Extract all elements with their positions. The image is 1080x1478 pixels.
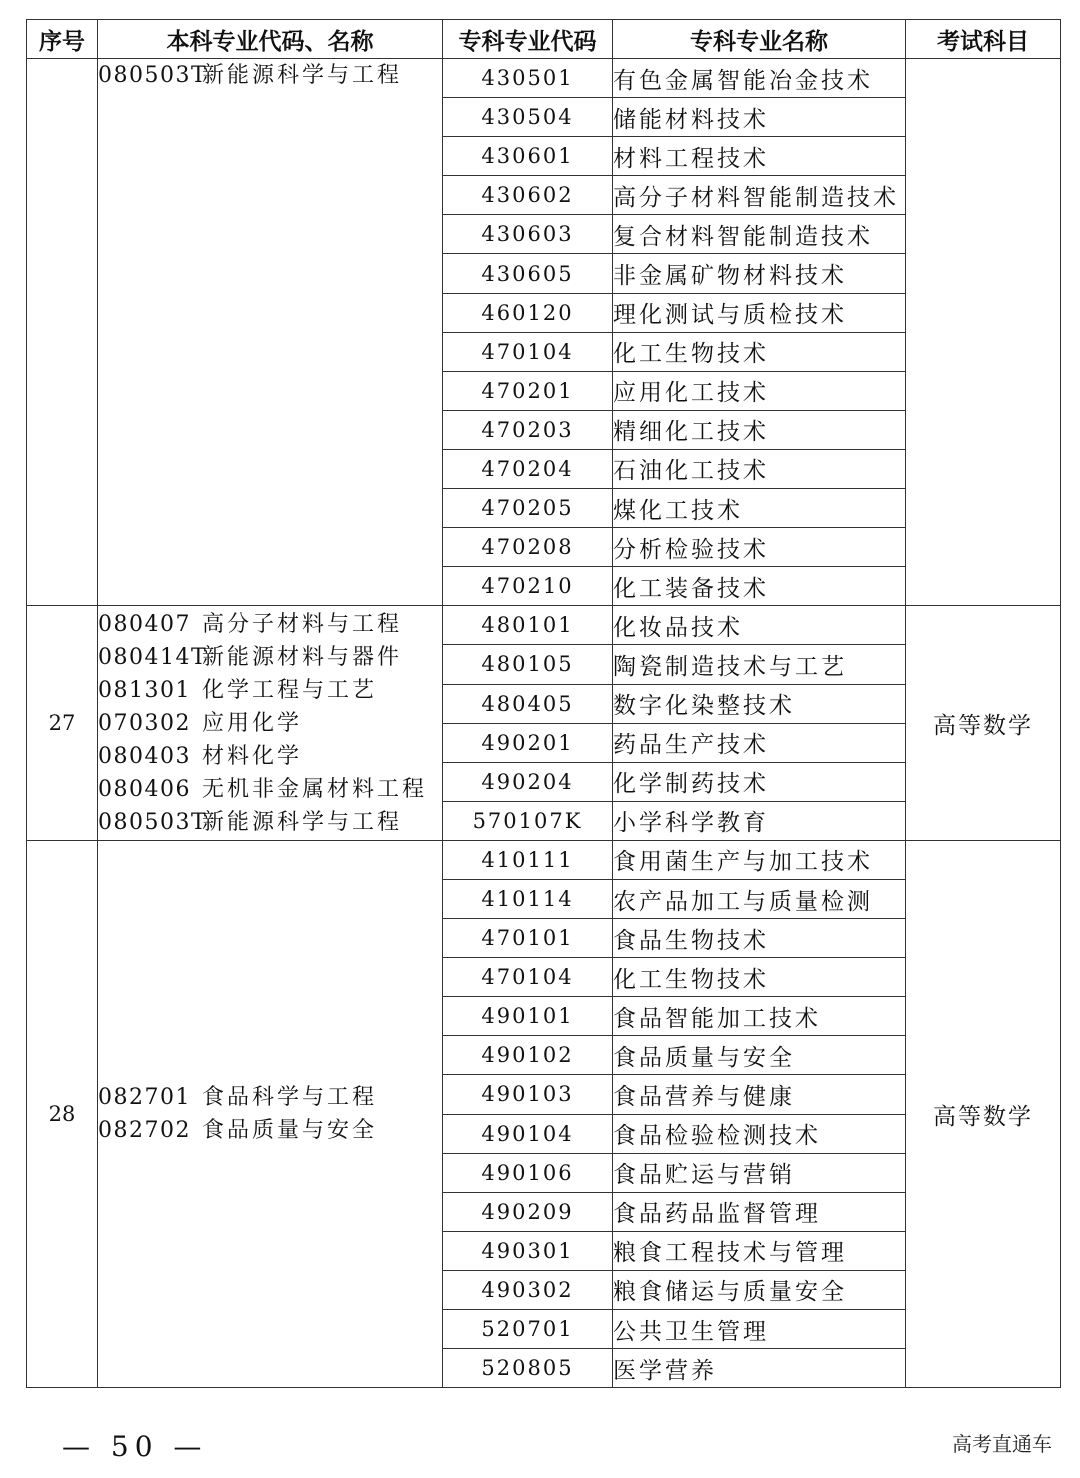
undergrad-major xyxy=(98,641,442,674)
major-code-cell: 490106 xyxy=(443,1153,613,1192)
undergrad-major xyxy=(98,740,442,773)
major-name-cell: 食品药品监督管理 xyxy=(613,1192,906,1231)
major-code-cell: 480101 xyxy=(443,606,613,645)
undergrad-major xyxy=(98,773,442,806)
seq-cell: 28 xyxy=(27,840,98,1387)
majors-table xyxy=(26,19,1061,1388)
undergrad-major xyxy=(98,1114,442,1147)
undergrad-cell xyxy=(98,59,443,606)
major-code-cell: 490209 xyxy=(443,1192,613,1231)
seq-cell: 27 xyxy=(27,606,98,841)
major-name-cell: 精细化工技术 xyxy=(613,410,906,449)
major-name-cell: 材料工程技术 xyxy=(613,137,906,176)
major-code-cell: 470205 xyxy=(443,489,613,528)
major-name-cell: 化工生物技术 xyxy=(613,958,906,997)
undergrad-code: 080403 xyxy=(98,743,191,769)
major-name-cell: 食品贮运与营销 xyxy=(613,1153,906,1192)
major-code-cell: 480405 xyxy=(443,684,613,723)
major-code-cell: 470104 xyxy=(443,332,613,371)
table-body xyxy=(27,59,1061,1388)
watermark: 高考直通车 xyxy=(952,1432,1052,1456)
undergrad-code: 080407 xyxy=(98,611,191,637)
major-code-cell: 410111 xyxy=(443,840,613,879)
undergrad-major xyxy=(98,59,442,92)
major-code-cell: 490201 xyxy=(443,723,613,762)
undergrad-name: 材料化学 xyxy=(202,743,303,769)
major-code-cell: 480105 xyxy=(443,645,613,684)
undergrad-cell xyxy=(98,606,443,841)
major-code-cell: 460120 xyxy=(443,293,613,332)
undergrad-name: 新能源科学与工程 xyxy=(202,63,403,88)
major-name-cell: 储能材料技术 xyxy=(613,98,906,137)
table-row xyxy=(27,606,1061,645)
major-code-cell: 470210 xyxy=(443,567,613,606)
major-name-cell: 化妆品技术 xyxy=(613,606,906,645)
undergrad-major xyxy=(98,1081,442,1114)
major-code-cell: 470101 xyxy=(443,919,613,958)
undergrad-code: 082702 xyxy=(98,1118,191,1144)
undergrad-name: 高分子材料与工程 xyxy=(202,611,403,637)
exam-subject-cell: 高等数学 xyxy=(906,840,1061,1387)
major-name-cell: 分析检验技术 xyxy=(613,528,906,567)
exam-subject-cell xyxy=(906,59,1061,606)
major-code-cell: 490104 xyxy=(443,1114,613,1153)
major-code-cell: 490302 xyxy=(443,1270,613,1309)
undergrad-major xyxy=(98,806,442,839)
major-code-cell: 490204 xyxy=(443,762,613,801)
undergrad-code: 080503T xyxy=(98,809,208,835)
major-code-cell: 410114 xyxy=(443,879,613,918)
major-name-cell: 应用化工技术 xyxy=(613,371,906,410)
header-seq: 序号 xyxy=(27,20,98,59)
undergrad-code: 082701 xyxy=(98,1085,191,1111)
major-name-cell: 化学制药技术 xyxy=(613,762,906,801)
table-row xyxy=(27,59,1061,98)
major-name-cell: 化工装备技术 xyxy=(613,567,906,606)
major-code-cell: 570107K xyxy=(443,801,613,840)
major-name-cell: 医学营养 xyxy=(613,1349,906,1388)
major-code-cell: 430603 xyxy=(443,215,613,254)
major-code-cell: 430501 xyxy=(443,59,613,98)
undergrad-code: 080406 xyxy=(98,776,191,802)
major-code-cell: 430602 xyxy=(443,176,613,215)
undergrad-code: 070302 xyxy=(98,710,191,736)
major-name-cell: 高分子材料智能制造技术 xyxy=(613,176,906,215)
major-name-cell: 化工生物技术 xyxy=(613,332,906,371)
undergrad-code: 080414T xyxy=(98,644,208,670)
major-code-cell: 490103 xyxy=(443,1075,613,1114)
undergrad-name: 无机非金属材料工程 xyxy=(202,776,428,802)
major-code-cell: 490102 xyxy=(443,1036,613,1075)
major-name-cell: 粮食储运与质量安全 xyxy=(613,1270,906,1309)
major-code-cell: 490101 xyxy=(443,997,613,1036)
undergrad-name: 新能源科学与工程 xyxy=(202,809,403,835)
major-name-cell: 农产品加工与质量检测 xyxy=(613,879,906,918)
undergrad-code: 081301 xyxy=(98,677,191,703)
major-name-cell: 食品营养与健康 xyxy=(613,1075,906,1114)
major-name-cell: 药品生产技术 xyxy=(613,723,906,762)
major-code-cell: 470104 xyxy=(443,958,613,997)
major-code-cell: 470201 xyxy=(443,371,613,410)
undergrad-name: 应用化学 xyxy=(202,710,303,736)
major-name-cell: 理化测试与质检技术 xyxy=(613,293,906,332)
major-code-cell: 520701 xyxy=(443,1310,613,1349)
major-code-cell: 430504 xyxy=(443,98,613,137)
undergrad-name: 新能源材料与器件 xyxy=(202,644,403,670)
major-name-cell: 食品智能加工技术 xyxy=(613,997,906,1036)
undergrad-name: 化学工程与工艺 xyxy=(202,677,378,703)
major-code-cell: 520805 xyxy=(443,1349,613,1388)
undergrad-name: 食品科学与工程 xyxy=(202,1085,378,1111)
undergrad-major xyxy=(98,674,442,707)
undergrad-cell xyxy=(98,840,443,1387)
major-name-cell: 非金属矿物材料技术 xyxy=(613,254,906,293)
header-name: 专科专业名称 xyxy=(613,20,906,59)
undergrad-major xyxy=(98,608,442,641)
major-code-cell: 490301 xyxy=(443,1231,613,1270)
major-code-cell: 430601 xyxy=(443,137,613,176)
major-name-cell: 复合材料智能制造技术 xyxy=(613,215,906,254)
major-name-cell: 食品检验检测技术 xyxy=(613,1114,906,1153)
major-code-cell: 430605 xyxy=(443,254,613,293)
major-name-cell: 食用菌生产与加工技术 xyxy=(613,840,906,879)
undergrad-major xyxy=(98,707,442,740)
major-name-cell: 公共卫生管理 xyxy=(613,1310,906,1349)
major-code-cell: 470204 xyxy=(443,449,613,488)
major-name-cell: 食品质量与安全 xyxy=(613,1036,906,1075)
undergrad-name: 食品质量与安全 xyxy=(202,1118,378,1144)
table-row xyxy=(27,840,1061,879)
undergrad-code: 080503T xyxy=(98,63,208,88)
major-name-cell: 小学科学教育 xyxy=(613,801,906,840)
exam-subject-cell: 高等数学 xyxy=(906,606,1061,841)
header-undergrad: 本科专业代码、名称 xyxy=(98,20,443,59)
header-subject: 考试科目 xyxy=(906,20,1061,59)
major-code-cell: 470203 xyxy=(443,410,613,449)
page-number: — 50 — xyxy=(62,1430,208,1463)
major-name-cell: 有色金属智能冶金技术 xyxy=(613,59,906,98)
major-code-cell: 470208 xyxy=(443,528,613,567)
major-name-cell: 陶瓷制造技术与工艺 xyxy=(613,645,906,684)
header-code: 专科专业代码 xyxy=(443,20,613,59)
major-name-cell: 石油化工技术 xyxy=(613,449,906,488)
major-name-cell: 食品生物技术 xyxy=(613,919,906,958)
major-name-cell: 煤化工技术 xyxy=(613,489,906,528)
major-name-cell: 数字化染整技术 xyxy=(613,684,906,723)
seq-cell xyxy=(27,59,98,606)
major-name-cell: 粮食工程技术与管理 xyxy=(613,1231,906,1270)
header-row xyxy=(27,20,1061,59)
